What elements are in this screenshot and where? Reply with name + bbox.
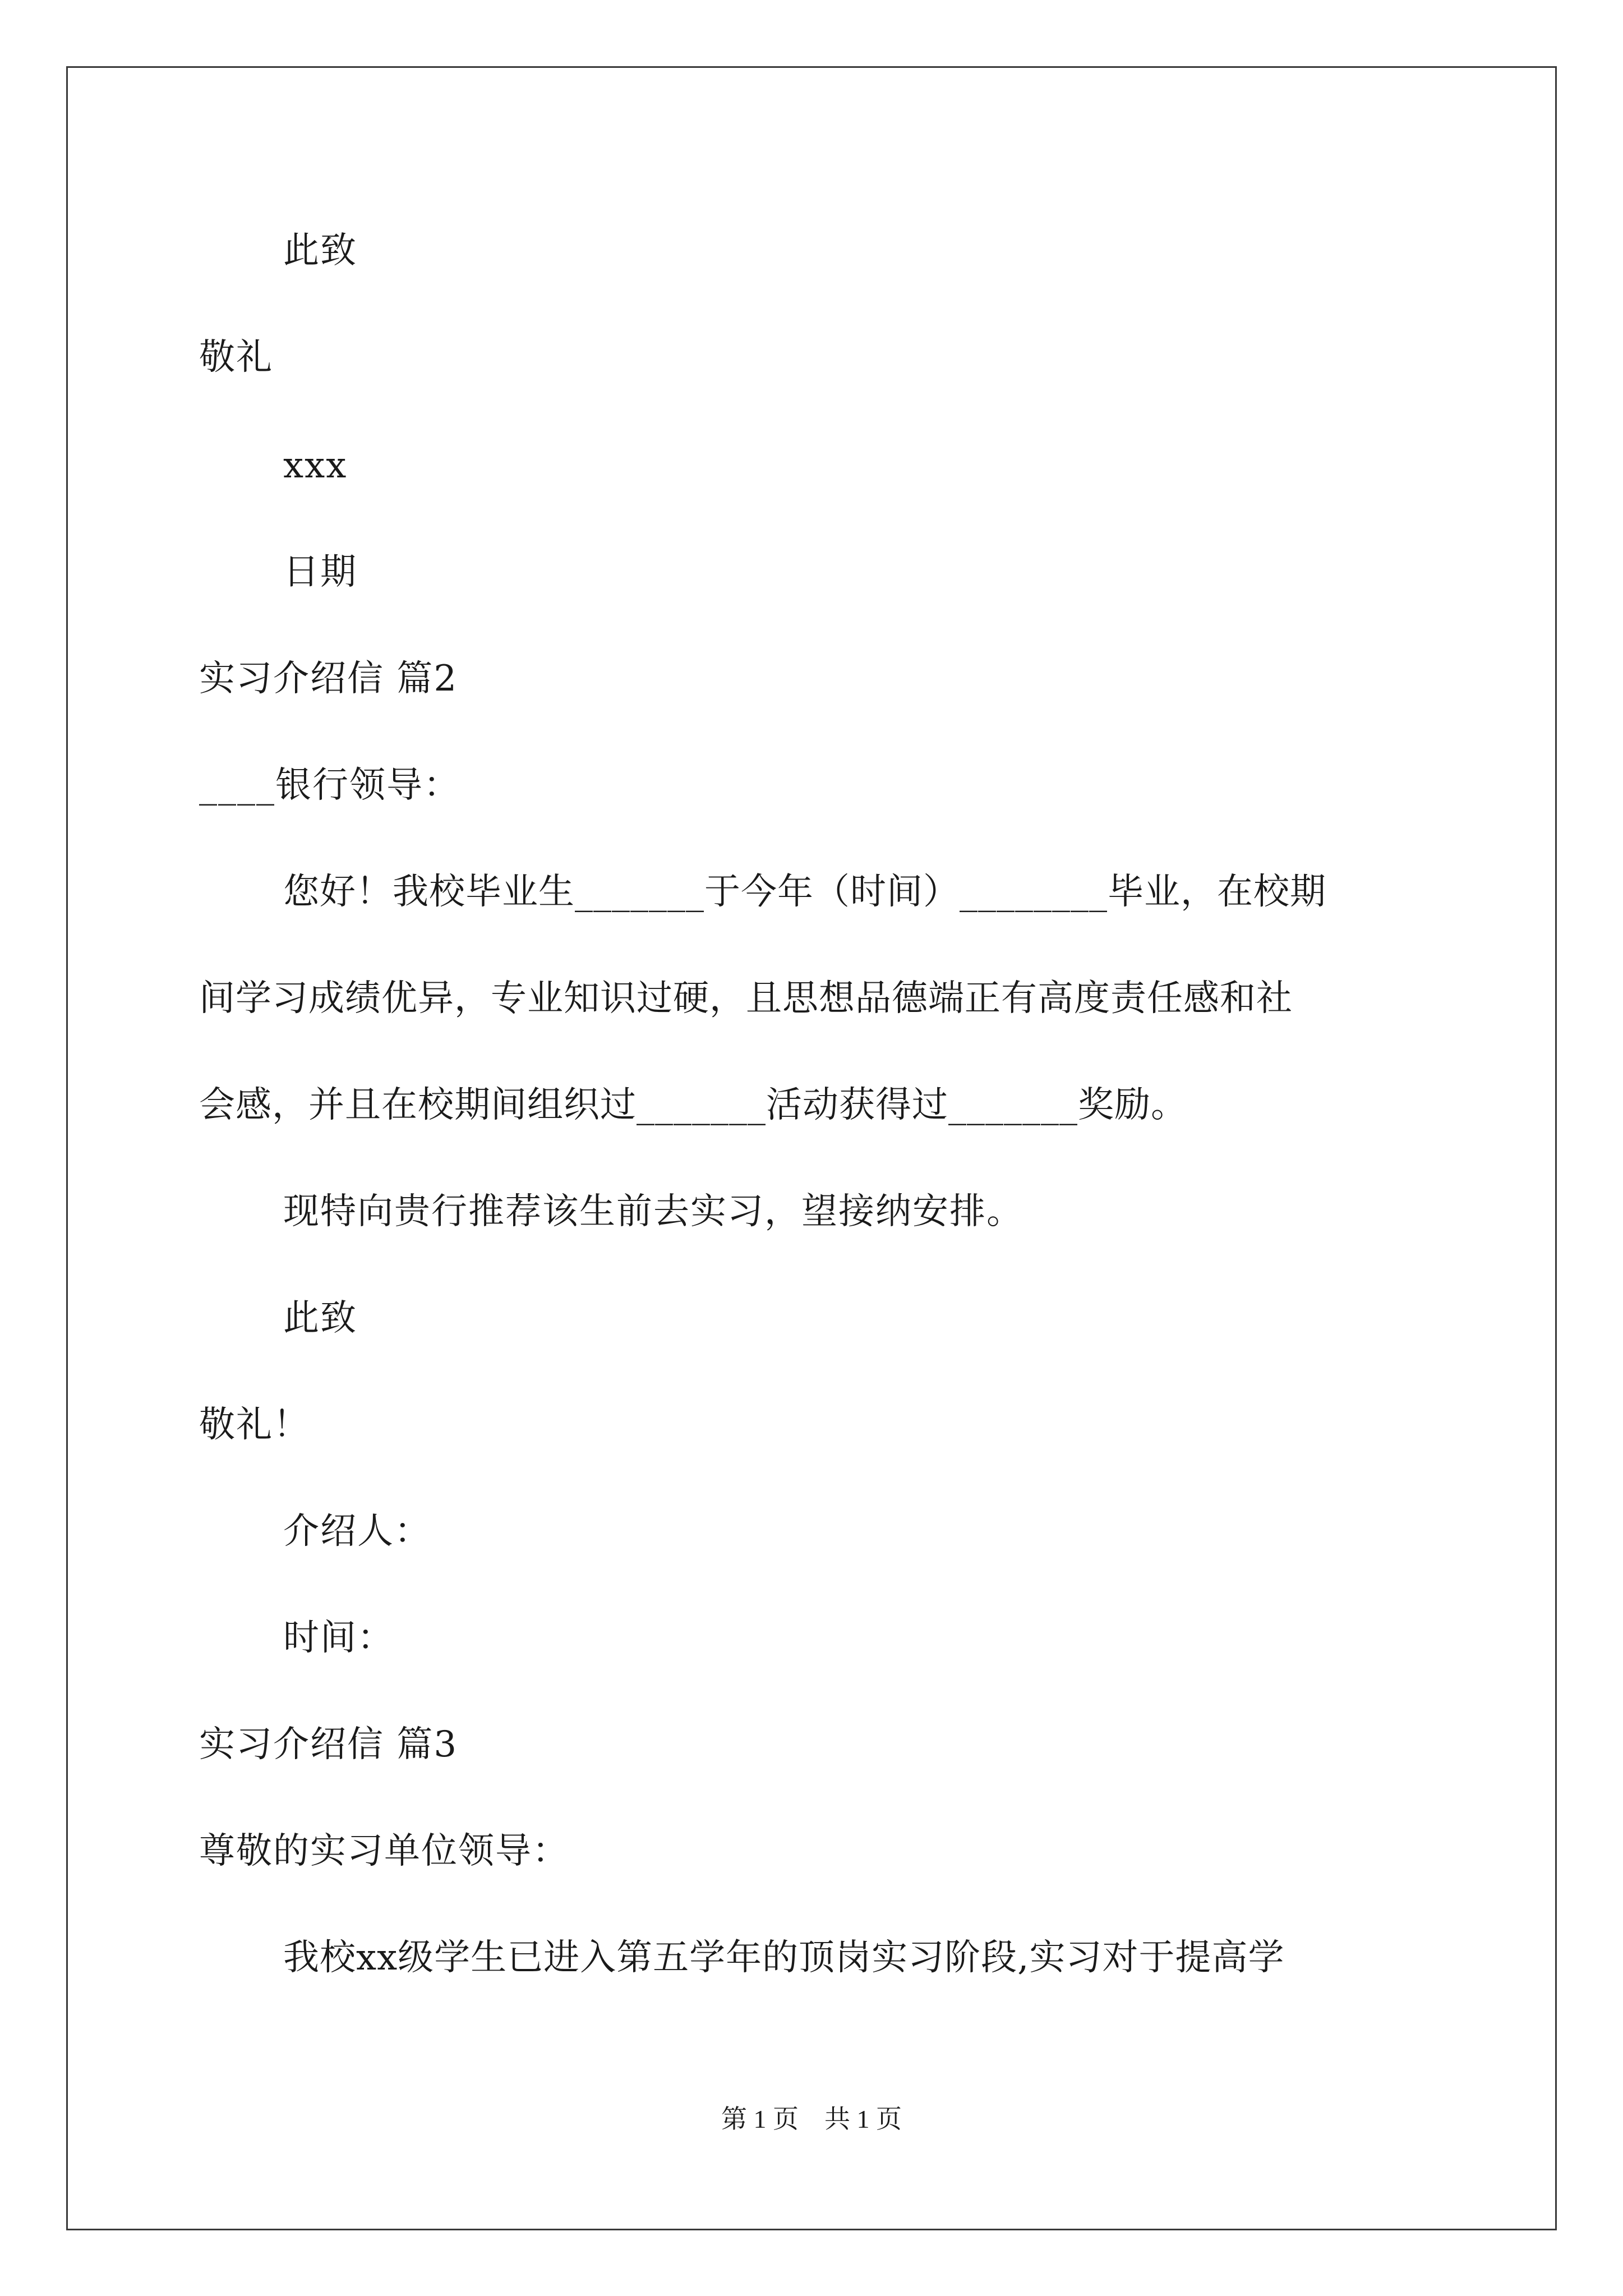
section-heading-3: 实习介绍信 篇3 [199, 1724, 458, 1765]
body-paragraph-line: 现特向贵行推荐该生前去实习，望接纳安排。 [283, 1191, 1023, 1232]
body-paragraph-line: 间学习成绩优异，专业知识过硬，且思想品德端正有高度责任感和社 [199, 978, 1293, 1019]
time-label: 时间： [283, 1617, 394, 1659]
letter-recipient: ____银行领导： [199, 765, 460, 806]
introducer-label: 介绍人： [283, 1511, 431, 1552]
body-paragraph-line: 会感，并且在校期间组织过_______活动获得过_______奖励。 [199, 1084, 1187, 1126]
closing-regards: 敬礼 [199, 337, 273, 378]
section-heading-2: 实习介绍信 篇2 [199, 658, 458, 700]
page-number-footer: 第 1 页 共 1 页 [721, 2105, 902, 2133]
signature-date: 日期 [283, 551, 357, 593]
closing-salutation: 此致 [283, 1297, 357, 1339]
letter-recipient: 尊敬的实习单位领导： [199, 1830, 569, 1872]
body-paragraph-line: 您好！我校毕业生_______于今年（时间）________毕业，在校期 [283, 871, 1326, 913]
closing-regards: 敬礼！ [199, 1404, 310, 1446]
page-border [66, 66, 1557, 2230]
closing-salutation: 此致 [283, 230, 357, 272]
signature-name: xxx [283, 445, 348, 486]
body-paragraph-line: 我校xx级学生已进入第五学年的顶岗实习阶段,实习对于提高学 [283, 1937, 1285, 1978]
